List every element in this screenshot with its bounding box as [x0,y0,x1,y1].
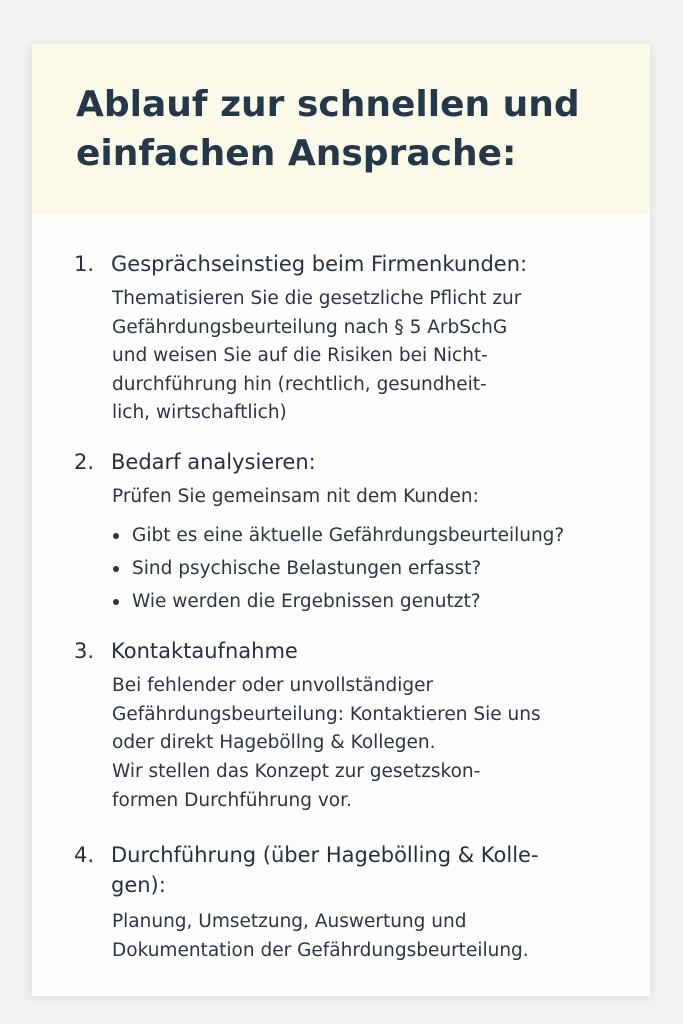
list-item: Sind psychische Belastungen erfasst? [112,552,652,585]
step-title: Kontaktaufnahme [111,639,298,663]
bullet-list [112,519,652,618]
step-title: Gesprächseinstieg beim Firmenkunden: [111,252,528,276]
step-intro: Prüfen Sie gemeinsam nit dem Kunden: [112,486,479,507]
step-text-secondary: Wir stellen das Konzept zur gesetzskon- formen Durchführung vor. [112,761,481,811]
step-number: 4. [74,843,95,867]
step-title: Bedarf analysieren: [111,450,316,474]
bullet-dot-icon [113,566,119,572]
step-text: Bei fehlender oder unvollständiger Gefährdungsbeurteilung: Kontaktieren Sie uns oder direkt Hageböllng & Kollegen. [112,675,541,753]
list-item: Gibt es eine äktuelle Gefährdungsbeurteilung? [112,519,652,552]
card-header [32,44,650,214]
bullet-dot-icon [113,533,119,539]
step-number: 3. [74,639,95,663]
step-text: Thematisieren Sie die gesetzliche Pflicht zur Gefährdungsbeurteilung nach § 5 ArbSchG und weisen Sie auf die Risiken bei Nicht- durchführung hin (rechtlich, gesundheit- lich, wirtschaftlich) [112,288,522,423]
info-card [32,44,650,996]
page-title: Ablauf zur schnellen und einfachen Ansprache: [76,84,580,174]
step-number: 2. [74,450,95,474]
list-item: Wie werden die Ergebnissen genutzt? [112,585,652,618]
step-number: 1. [74,252,95,276]
bullet-dot-icon [113,599,119,605]
step-title: Durchführung (über Hagebölling & Kolle- gen): [111,843,539,897]
step-text: Planung, Umsetzung, Auswertung und Dokumentation der Gefährdungsbeurteilung. [112,911,529,961]
